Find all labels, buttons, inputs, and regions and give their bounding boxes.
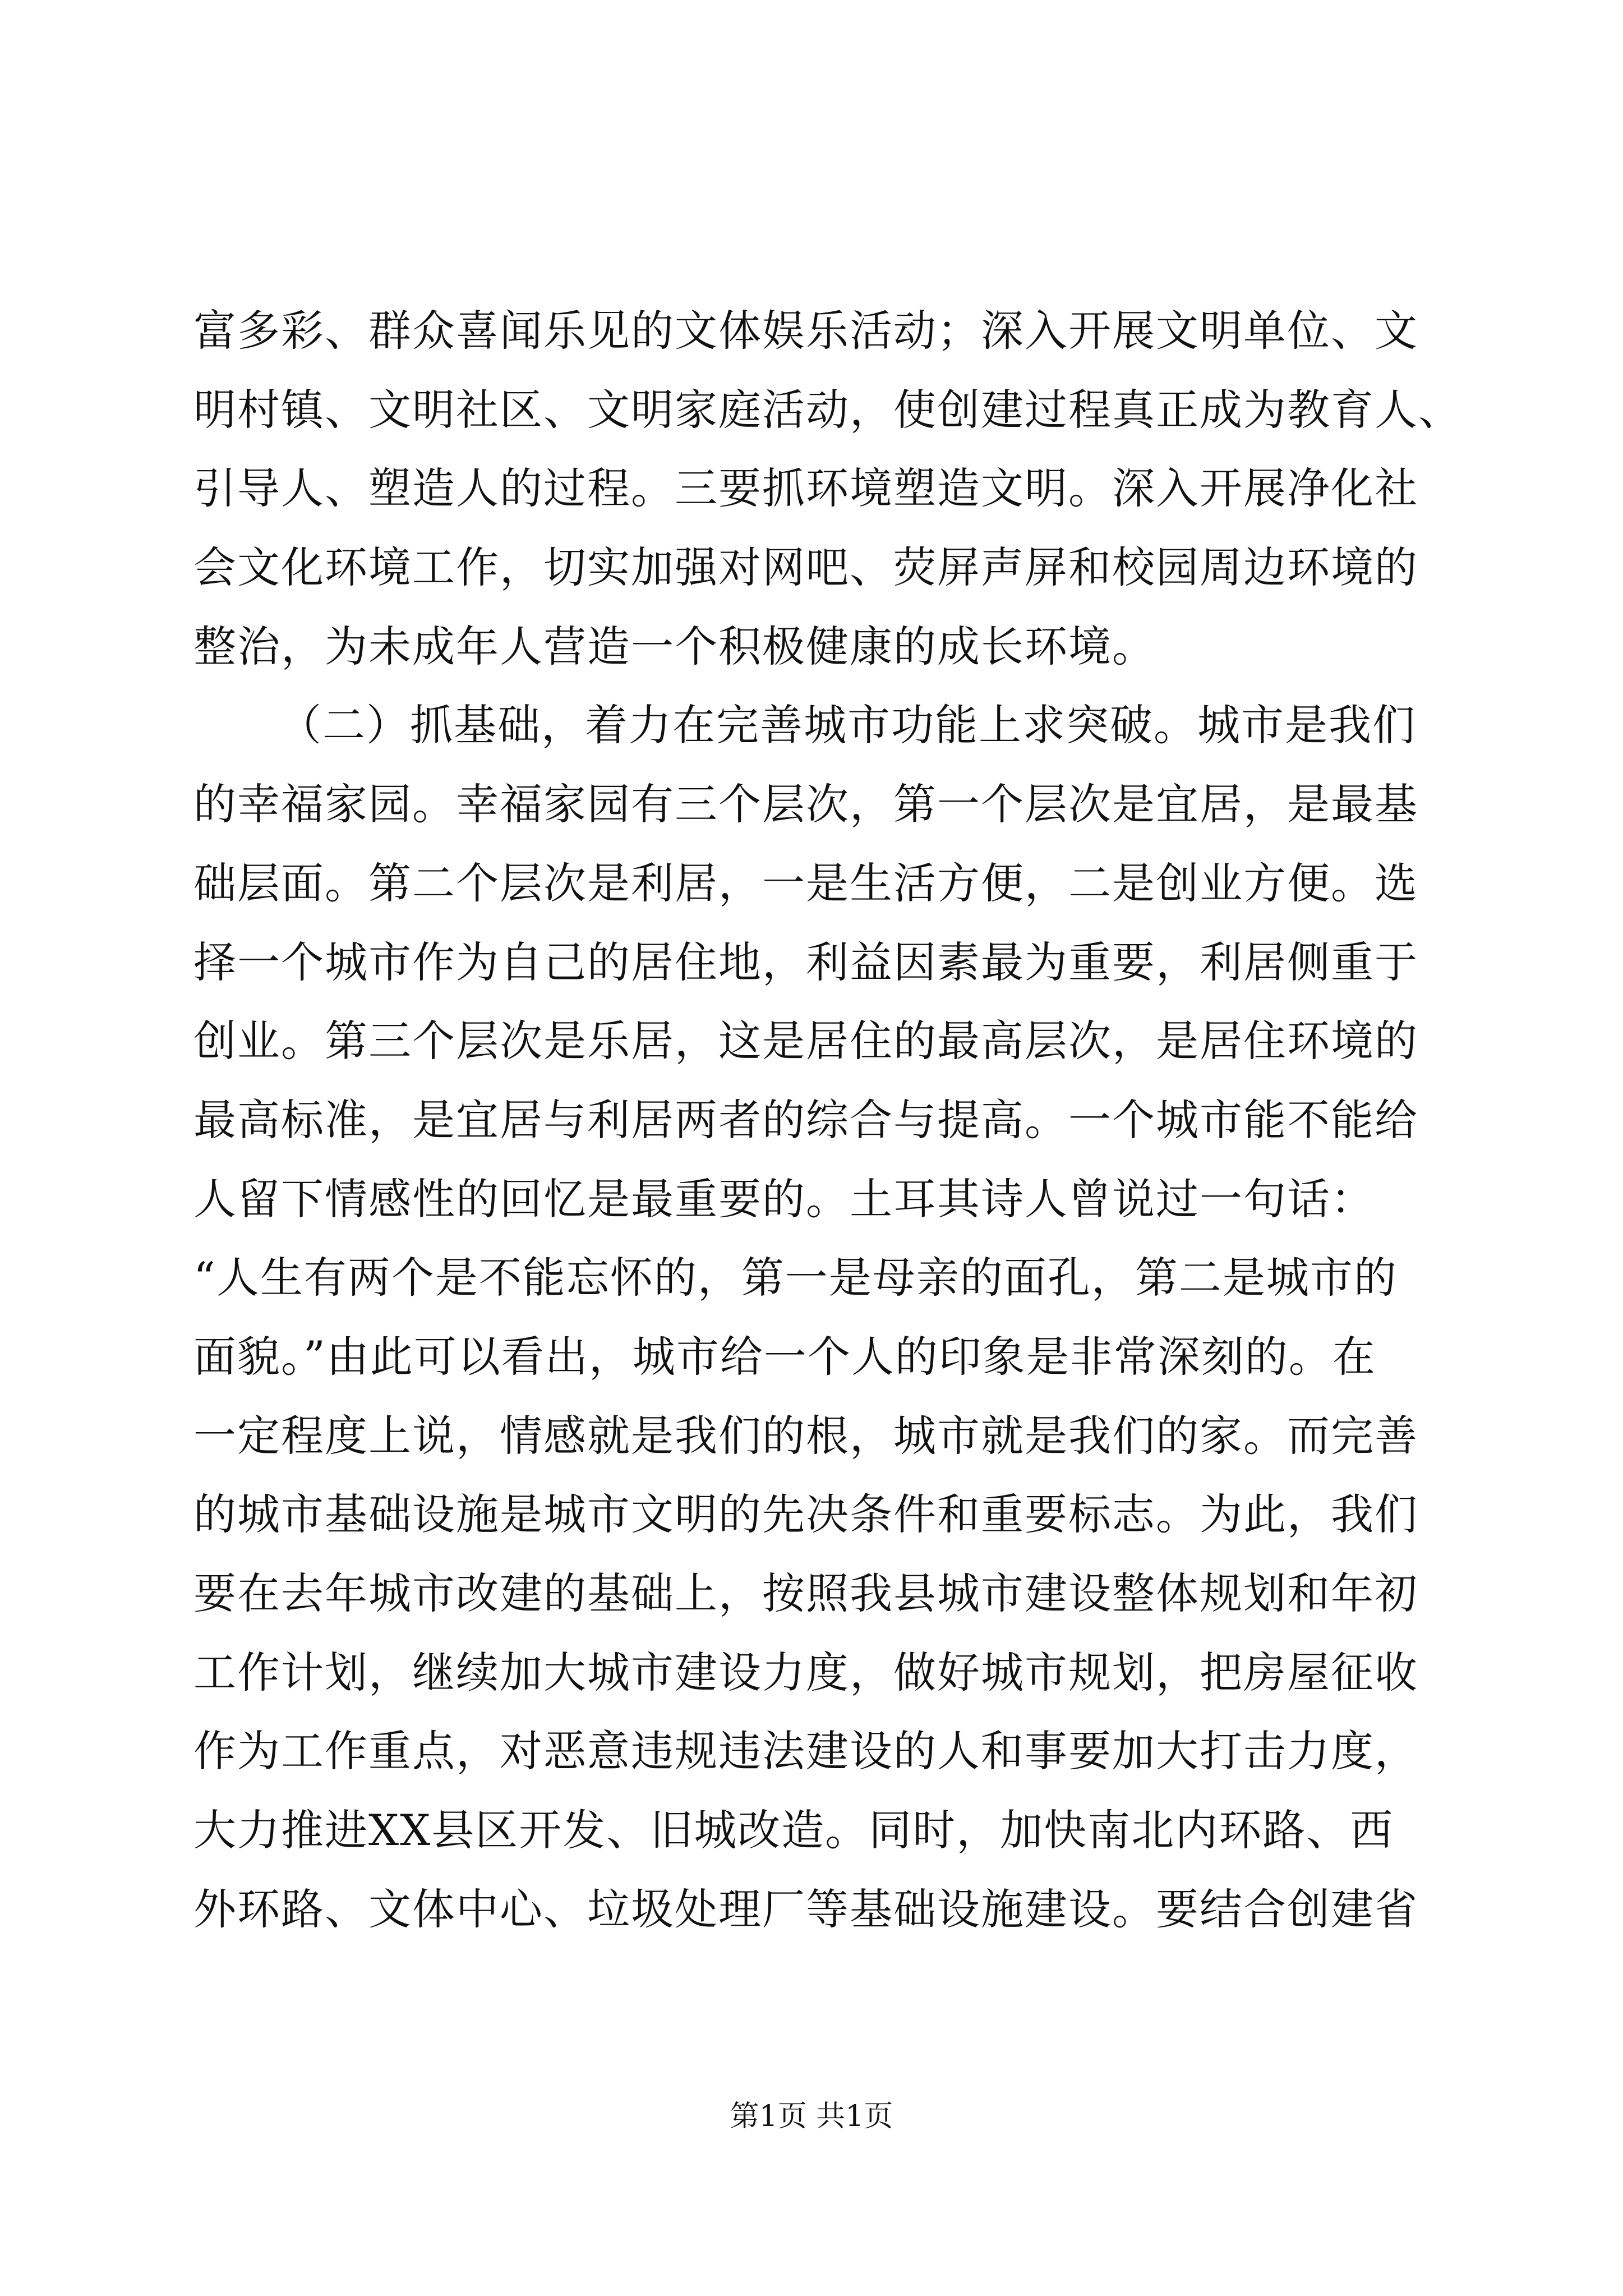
text-line: 的城市基础设施是城市文明的先决条件和重要标志。为此，我们 [193,1489,1418,1540]
text-line: 最高标准，是宜居与利居两者的综合与提高。一个城市能不能给 [193,1094,1418,1145]
text-line: 面貌。”由此可以看出，城市给一个人的印象是非常深刻的。在 [193,1331,1376,1382]
text-line: 明村镇、文明社区、文明家庭活动，使创建过程真正成为教育人、 [193,384,1462,435]
body-text [193,292,1462,1949]
text-line: 人留下情感性的回忆是最重要的。土耳其诗人曾说过一句话： [193,1174,1375,1224]
text-line: 富多彩、群众喜闻乐见的文体娱乐活动；深入开展文明单位、文 [193,306,1418,356]
text-line: 工作计划，继续加大城市建设力度，做好城市规划，把房屋征收 [193,1647,1418,1697]
text-line: 创业。第三个层次是乐居，这是居住的最高层次，是居住环境的 [193,1016,1418,1066]
text-line: 引导人、塑造人的过程。三要抓环境塑造文明。深入开展净化社 [193,463,1418,514]
text-line: 要在去年城市改建的基础上，按照我县城市建设整体规划和年初 [193,1568,1418,1618]
text-line: 础层面。第二个层次是利居，一是生活方便，二是创业方便。选 [193,858,1418,908]
text-line: 整治，为未成年人营造一个积极健康的成长环境。 [193,621,1156,671]
text-line: 一定程度上说，情感就是我们的根，城市就是我们的家。而完善 [193,1410,1418,1461]
text-line: 择一个城市作为自己的居住地，利益因素最为重要，利居侧重于 [193,937,1418,987]
text-line: 作为工作重点，对恶意违规违法建设的人和事要加大打击力度， [193,1726,1418,1777]
text-line: （二）抓基础，着力在完善城市功能上求突破。城市是我们 [279,700,1416,751]
page-footer: 第1页 共1页 [730,2100,893,2133]
text-line: 大力推进XX县区开发、旧城改造。同时，加快南北内环路、西 [193,1805,1394,1856]
text-line: 会文化环境工作，切实加强对网吧、荧屏声屏和校园周边环境的 [193,542,1418,593]
text-line: “人生有两个是不能忘怀的，第一是母亲的面孔，第二是城市的 [193,1253,1398,1303]
text-line: 的幸福家园。幸福家园有三个层次，第一个层次是宜居，是最基 [193,779,1418,830]
text-line: 外环路、文体中心、垃圾处理厂等基础设施建设。要结合创建省 [193,1884,1418,1934]
